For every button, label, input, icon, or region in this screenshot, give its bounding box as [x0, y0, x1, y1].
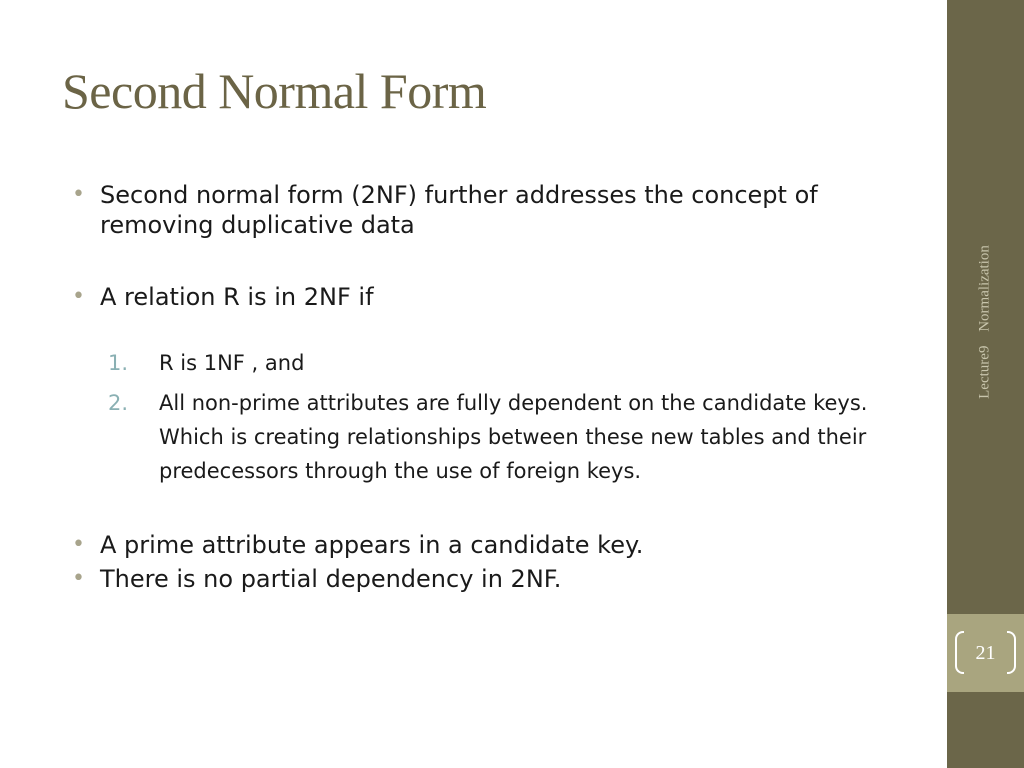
bullet-icon: •	[72, 182, 85, 207]
bullet-icon: •	[72, 566, 85, 591]
bullet-item	[72, 530, 892, 560]
bullet-item	[72, 180, 892, 240]
bullet-icon: •	[72, 284, 85, 309]
bullet-text: There is no partial dependency in 2NF.	[100, 565, 562, 593]
page-number: 21	[975, 642, 996, 664]
item-text: R is 1NF , and	[159, 351, 305, 375]
bullet-item	[72, 564, 892, 594]
topic-label: Normalization	[976, 245, 993, 332]
item-text: All non-prime attributes are fully dependent on the candidate keys. Which is creating relationships between these new tables and their predecessors through the use of foreign keys.	[159, 391, 868, 483]
numbered-item	[108, 346, 892, 380]
numbered-item	[108, 386, 892, 488]
lecture-label: Lecture9	[976, 345, 993, 399]
bullet-text: A relation R is in 2NF if	[100, 283, 374, 311]
bullet-item	[72, 282, 892, 312]
slide-body	[72, 180, 892, 594]
numbered-list	[108, 346, 892, 488]
page-number-box	[947, 614, 1024, 692]
bullet-text: A prime attribute appears in a candidate key.	[100, 531, 644, 559]
slide-title: Second Normal Form	[62, 63, 487, 119]
item-number: 2.	[108, 391, 129, 415]
item-number: 1.	[108, 351, 129, 375]
sidebar-label	[977, 245, 994, 399]
bullet-text: Second normal form (2NF) further addresses the concept of removing duplicative data	[100, 181, 818, 239]
bullet-icon: •	[72, 532, 85, 557]
